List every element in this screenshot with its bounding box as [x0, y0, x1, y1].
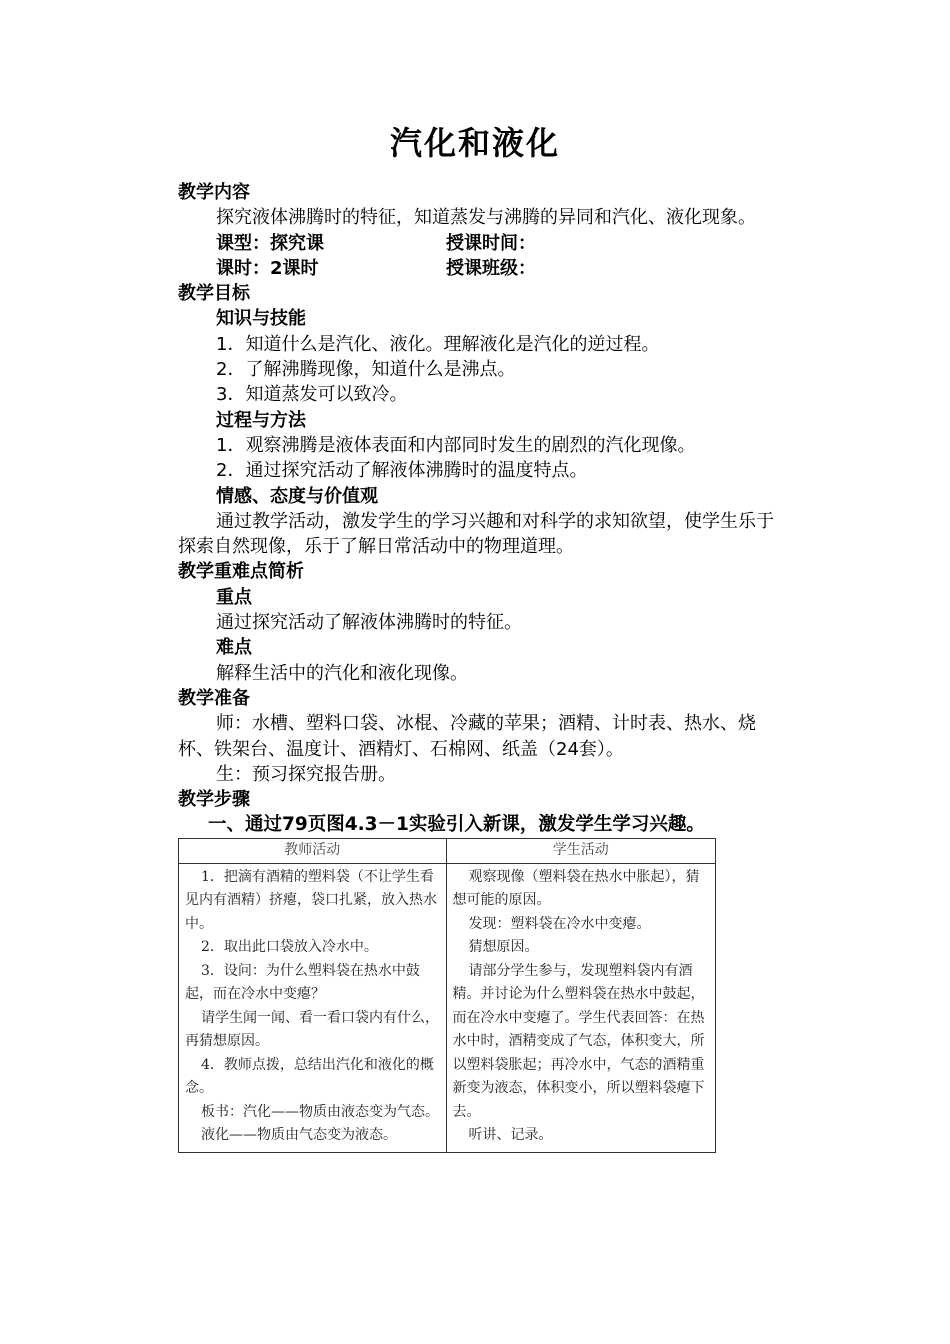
student-activity-line: 猜想原因。 [468, 939, 539, 955]
keypoints-heading: 教学重难点简析 [178, 561, 304, 583]
step-1-heading: 一、通过79页图4.3－1实验引入新课，激发学生学习兴趣。 [208, 814, 705, 836]
prep-teacher: 师：水槽、塑料口袋、冰棍、冷藏的苹果；酒精、计时表、热水、烧杯、铁架台、温度计、酒精灯、石棉网、纸盖（24套）。 [178, 713, 756, 760]
teaching-time: 授课时间： [446, 232, 536, 254]
student-activity-line: 发现：塑料袋在冷水中变瘪。 [468, 915, 651, 932]
teacher-activity-line: 3．设问：为什么塑料袋在热水中鼓起，而在冷水中变瘪？ [185, 962, 420, 1002]
document-body [178, 180, 788, 838]
process-heading: 过程与方法 [216, 409, 306, 431]
student-activity-cell [446, 863, 716, 1152]
prep-heading: 教学准备 [178, 687, 250, 709]
teacher-activity-line: 液化——物质由气态变为液态。 [201, 1127, 397, 1143]
teacher-activity-line: 请学生闻一闻、看一看口袋内有什么，再猜想原因。 [185, 1009, 439, 1049]
teacher-activity-line: 2．取出此口袋放入冷水中。 [201, 939, 378, 955]
knowledge-heading: 知识与技能 [216, 308, 306, 330]
table-header-row [179, 839, 716, 864]
key-text: 通过探究活动了解液体沸腾时的特征。 [216, 612, 522, 634]
process-item: 2．通过探究活动了解液体沸腾时的温度特点。 [216, 460, 588, 482]
steps-heading: 教学步骤 [178, 789, 250, 811]
content-text: 探究液体沸腾时的特征，知道蒸发与沸腾的异同和汽化、液化现象。 [216, 207, 756, 229]
difficult-text: 解释生活中的汽化和液化现像。 [216, 662, 468, 684]
knowledge-item: 1．知道什么是汽化、液化。理解液化是汽化的逆过程。 [216, 333, 660, 355]
process-item: 1．观察沸腾是液体表面和内部同时发生的剧烈的汽化现像。 [216, 434, 696, 456]
table-row [179, 863, 716, 1152]
emotion-text: 通过教学活动，激发学生的学习兴趣和对科学的求知欲望，使学生乐于探索自然现像，乐于了解日常活动中的物理道理。 [178, 510, 774, 558]
key-heading: 重点 [216, 586, 252, 608]
teacher-activity-cell [179, 863, 447, 1152]
student-activity-line: 请部分学生参与，发现塑料袋内有酒精。并讨论为什么塑料袋在热水中鼓起，而在冷水中变瘪了。学生代表回答：在热水中时，酒精变成了气态，体积变大，所以塑料袋胀起；再冷水中，气态的酒精重新变为液态，体积变小，所以塑料袋瘪下去。 [452, 962, 705, 1120]
prep-student: 生：预习探究报告册。 [216, 763, 396, 785]
teacher-column-header: 教师活动 [179, 839, 447, 864]
page-title: 汽化和液化 [389, 124, 560, 162]
student-activity-line: 听讲、记录。 [468, 1127, 553, 1143]
goals-heading: 教学目标 [178, 283, 250, 305]
knowledge-item: 2．了解沸腾现像，知道什么是沸点。 [216, 359, 516, 381]
teaching-class: 授课班级： [446, 257, 536, 279]
teacher-activity-line: 1．把滴有酒精的塑料袋（不让学生看见内有酒精）挤瘪，袋口扎紧，放入热水中。 [185, 868, 437, 932]
emotion-heading: 情感、态度与价值观 [216, 485, 378, 507]
course-info-row-1 [178, 231, 788, 256]
activity-table [178, 838, 716, 1153]
difficult-heading: 难点 [216, 637, 252, 659]
content-heading: 教学内容 [178, 182, 250, 203]
teacher-activity-line: 4．教师点拨，总结出汽化和液化的概念。 [185, 1056, 434, 1096]
student-column-header: 学生活动 [446, 839, 716, 864]
student-activity-line: 观察现像（塑料袋在热水中胀起），猜想可能的原因。 [452, 868, 700, 908]
class-hours: 课时：2课时 [216, 257, 319, 279]
course-info-row-2 [178, 256, 788, 281]
teacher-activity-line: 板书：汽化——物质由液态变为气态。 [201, 1103, 439, 1120]
course-type: 课型：探究课 [216, 232, 324, 254]
knowledge-item: 3．知道蒸发可以致冷。 [216, 384, 408, 406]
